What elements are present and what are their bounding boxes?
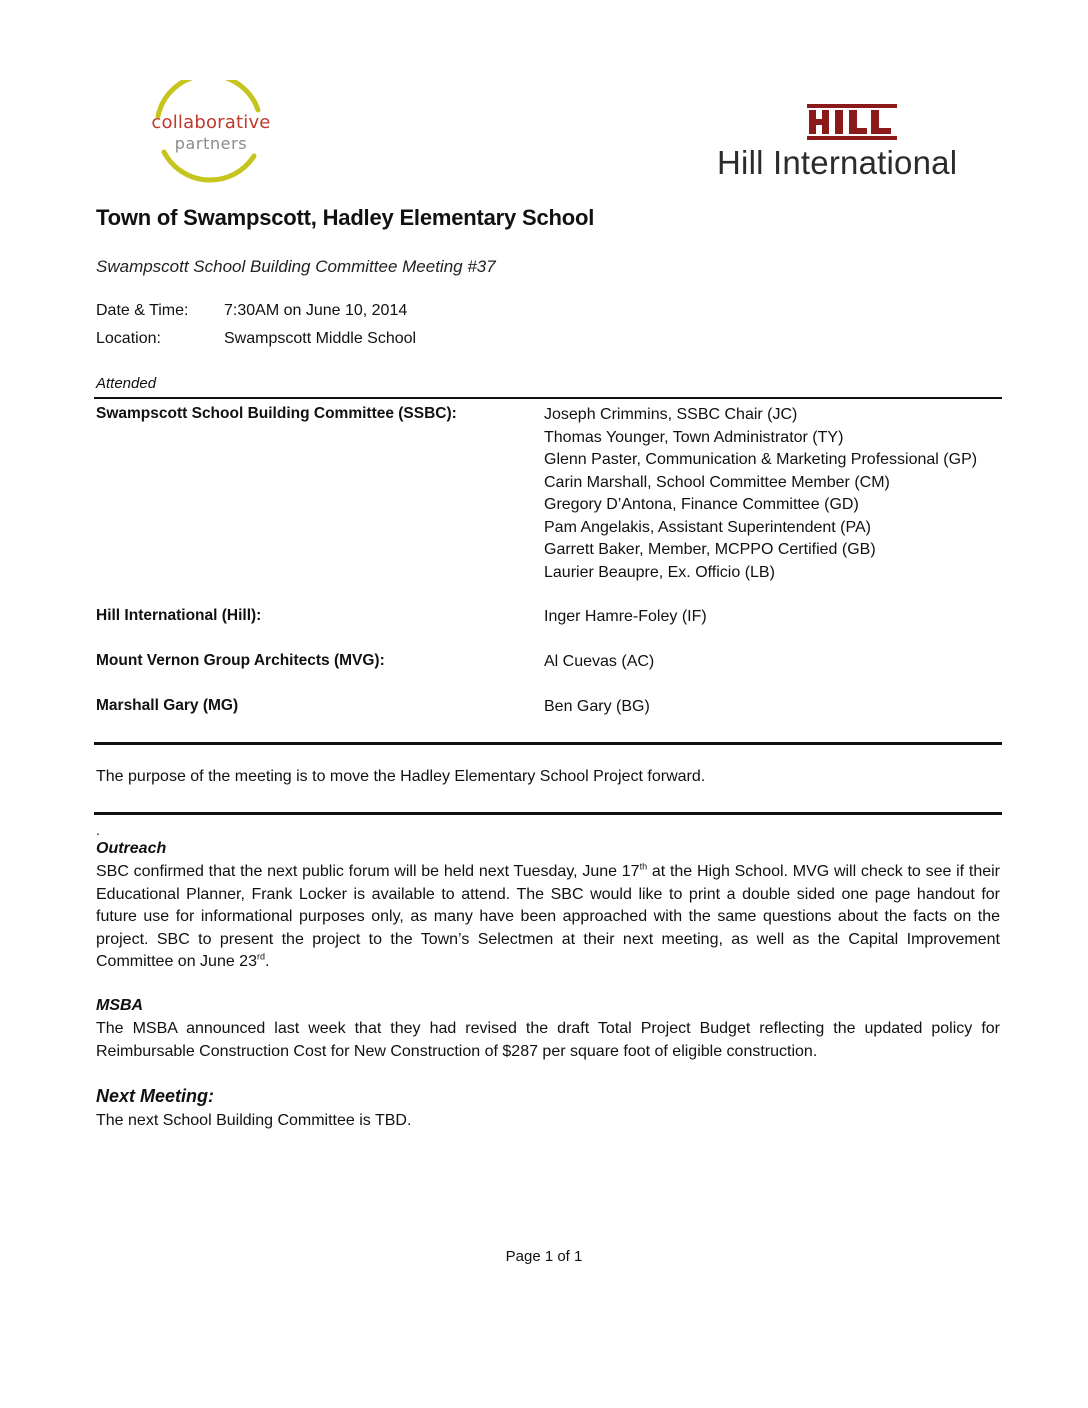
collaborative-partners-logo (128, 80, 288, 190)
location-value: Swampscott Middle School (224, 330, 417, 347)
logo-text-partners: partners (174, 134, 248, 153)
attendee: Garrett Baker, Member, MCPPO Certified (GB) (544, 541, 876, 558)
hill-mark-icon (807, 104, 897, 140)
page-number: Page 1 of 1 (505, 1248, 583, 1265)
outreach-heading: Outreach (96, 840, 167, 857)
divider (94, 397, 1002, 399)
logo-text-hill-international: Hill International (717, 144, 958, 181)
hill-international-logo (712, 100, 982, 190)
msba-paragraph: The MSBA announced last week that they had revised the draft Total Project Budget reflecting the updated policy for Reimbursable Construction Cost for New Construction of $287 per square foot of eligible construction. (96, 1020, 1000, 1060)
attended-label: Attended (96, 375, 157, 392)
org-hill: Hill International (Hill): (96, 607, 262, 624)
location-label: Location: (96, 330, 161, 347)
attendee: Al Cuevas (AC) (544, 653, 655, 670)
purpose-statement: The purpose of the meeting is to move the Hadley Elementary School Project forward. (96, 768, 706, 785)
meeting-subtitle: Swampscott School Building Committee Meeting #37 (96, 257, 496, 276)
next-meeting-heading: Next Meeting: (96, 1086, 215, 1106)
attendee: Gregory D’Antona, Finance Committee (GD) (544, 496, 859, 513)
attendee: Ben Gary (BG) (544, 698, 650, 715)
org-marshall-gary: Marshall Gary (MG) (96, 697, 239, 714)
next-meeting-paragraph: The next School Building Committee is TBD. (96, 1112, 412, 1129)
attendee: Pam Angelakis, Assistant Superintendent (PA) (544, 518, 871, 536)
document-title: Town of Swampscott, Hadley Elementary School (96, 205, 595, 230)
attendee: Glenn Paster, Communication & Marketing Professional (GP) (544, 451, 978, 468)
attendee: Laurier Beaupre, Ex. Officio (LB) (544, 563, 775, 581)
logo-text-collaborative: collaborative (151, 112, 271, 133)
org-mvg: Mount Vernon Group Architects (MVG): (96, 652, 385, 669)
attendee: Thomas Younger, Town Administrator (TY) (544, 428, 844, 446)
attendee: Carin Marshall, School Committee Member (CM) (544, 473, 890, 491)
date-time-label: Date & Time: (96, 302, 189, 319)
attendee: Joseph Crimmins, SSBC Chair (JC) (544, 406, 798, 423)
divider (94, 812, 1002, 815)
date-time-value: 7:30AM on June 10, 2014 (224, 302, 408, 319)
outreach-paragraph: SBC confirmed that the next public forum will be held next Tuesday, June 17th at the High School. MVG will check to see if their Educational Planner, Frank Locker is available to attend. The SBC would like to print a double sided one page handout for future use for informational purposes only, as many have been approached with the same questions about the facts on the project. SBC to present the project to the Town’s Selectmen at their next meeting, as well as the Capital Improvement Committee on June 23rd. (96, 861, 1001, 970)
attendee: Inger Hamre-Foley (IF) (544, 608, 707, 625)
stray-mark: . (96, 822, 100, 838)
divider (94, 742, 1002, 745)
msba-heading: MSBA (96, 997, 144, 1014)
org-ssbc: Swampscott School Building Committee (SSBC): (96, 405, 457, 422)
